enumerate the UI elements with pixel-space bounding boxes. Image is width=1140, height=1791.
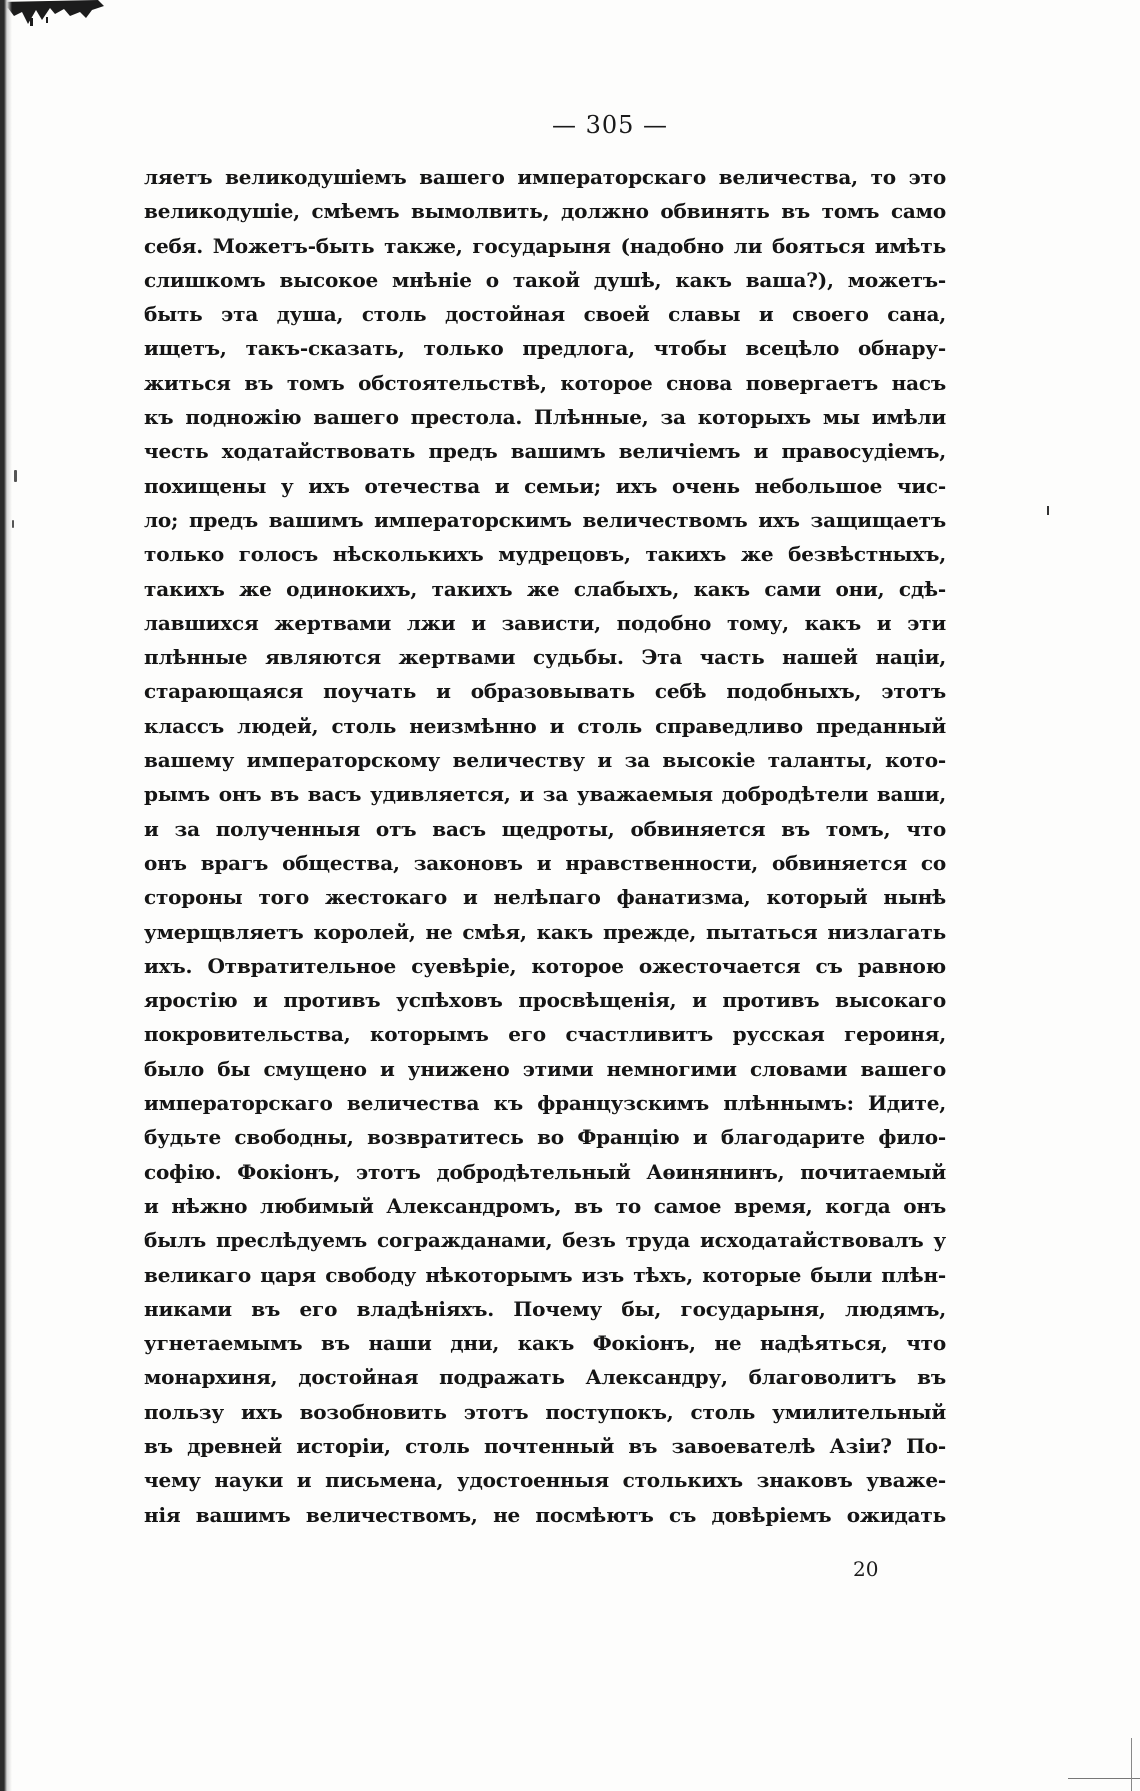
text-line: плѣнные являются жертвами судьбы. Эта часть нашей націи, <box>144 645 946 670</box>
text-line: старающаяся поучать и образовывать себѣ подобныхъ, этотъ <box>144 679 946 704</box>
text-line: похищены у ихъ отечества и семьи; ихъ очень небольшое чис- <box>144 473 946 498</box>
text-line: софію. Фокіонъ, этотъ добродѣтельный Аѳинянинъ, почитаемый <box>144 1159 946 1184</box>
body-text <box>144 160 946 1532</box>
text-line: великодушіе, смѣемъ вымолвить, должно обвинять въ томъ само <box>144 199 946 224</box>
text-line: великаго царя свободу нѣкоторымъ изъ тѣхъ, которые были плѣн- <box>144 1262 946 1287</box>
scan-border-line <box>1068 1778 1140 1779</box>
page-number: — 305 — <box>551 111 669 139</box>
text-line: чему науки и письмена, удостоенныя столькихъ знаковъ уваже- <box>144 1468 946 1493</box>
text-line: себя. Можетъ-быть также, государыня (надобно ли бояться имѣть <box>144 233 946 258</box>
signature-mark: 20 <box>853 1557 879 1581</box>
text-line: ляетъ великодушіемъ вашего императорскаго величества, то это <box>144 165 946 189</box>
text-line: въ древней исторіи, столь почтенный въ завоевателѣ Азіи? По- <box>144 1433 946 1458</box>
text-line: покровительства, которымъ его счастливитъ русская героиня, <box>144 1022 946 1047</box>
text-line: честь ходатайствовать предъ вашимъ величіемъ и правосудіемъ, <box>144 439 946 464</box>
text-line: вашему императорскому величеству и за высокіе таланты, кото- <box>144 748 946 773</box>
text-line: классъ людей, столь неизмѣнно и столь справедливо преданный <box>144 713 946 738</box>
text-line: такихъ же одинокихъ, такихъ же слабыхъ, какъ сами они, сдѣ- <box>144 576 946 601</box>
text-line: ихъ. Отвратительное суевѣріе, которое ожесточается съ равною <box>144 953 946 978</box>
text-line: только голосъ нѣсколькихъ мудрецовъ, такихъ же безвѣстныхъ, <box>144 542 946 567</box>
text-line: житься въ томъ обстоятельствѣ, которое снова повергаетъ насъ <box>144 370 946 395</box>
text-line: пользу ихъ возобновить этотъ поступокъ, столь умилительный <box>144 1399 946 1424</box>
text-line: къ подножію вашего престола. Плѣнные, за которыхъ мы имѣли <box>144 405 946 430</box>
text-line: и за полученныя отъ васъ щедроты, обвиняется въ томъ, что <box>144 816 946 841</box>
page-left-edge <box>0 0 12 1791</box>
scan-border-line <box>1131 1738 1132 1791</box>
text-line: императорскаго величества къ французскимъ плѣннымъ: Идите, <box>144 1091 946 1116</box>
margin-speck <box>1047 506 1049 515</box>
text-line: лавшихся жертвами лжи и зависти, подобно тому, какъ и эти <box>144 610 946 635</box>
text-line: стороны того жестокаго и нелѣпаго фанатизма, который нынѣ <box>144 885 946 910</box>
text-line: рымъ онъ въ васъ удивляется, и за уважаемыя добродѣтели ваши, <box>144 782 946 807</box>
edge-speck <box>12 520 14 528</box>
ink-blot-mark <box>0 0 110 28</box>
text-line: слишкомъ высокое мнѣніе о такой душѣ, какъ ваша?), можетъ- <box>144 267 946 292</box>
text-line: угнетаемымъ въ наши дни, какъ Фокіонъ, не надѣяться, что <box>144 1331 946 1356</box>
text-line: умерщвляетъ королей, не смѣя, какъ прежде, пытаться низлагать <box>144 919 946 944</box>
text-line: будьте свободны, возвратитесь во Францію и благодарите фило- <box>144 1125 946 1150</box>
text-line: быть эта душа, столь достойная своей славы и своего сана, <box>144 302 946 327</box>
text-line: ло; предъ вашимъ императорскимъ величествомъ ихъ защищаетъ <box>144 507 946 532</box>
text-line: нія вашимъ величествомъ, не посмѣютъ съ довѣріемъ ожидать <box>144 1502 946 1527</box>
text-line: монархиня, достойная подражать Александру, благоволитъ въ <box>144 1365 946 1390</box>
text-line: было бы смущено и унижено этими немногими словами вашего <box>144 1056 946 1081</box>
text-line: ищетъ, такъ-сказать, только предлога, чтобы всецѣло обнару- <box>144 336 946 361</box>
text-line: онъ врагъ общества, законовъ и нравственности, обвиняется со <box>144 850 946 875</box>
text-line: яростію и противъ успѣховъ просвѣщенія, и противъ высокаго <box>144 988 946 1013</box>
text-line: былъ преслѣдуемъ согражданами, безъ труда исходатайствовалъ у <box>144 1228 946 1253</box>
text-line: никами въ его владѣніяхъ. Почему бы, государыня, людямъ, <box>144 1296 946 1321</box>
text-line: и нѣжно любимый Александромъ, въ то самое время, когда онъ <box>144 1193 946 1218</box>
edge-speck <box>14 470 17 482</box>
